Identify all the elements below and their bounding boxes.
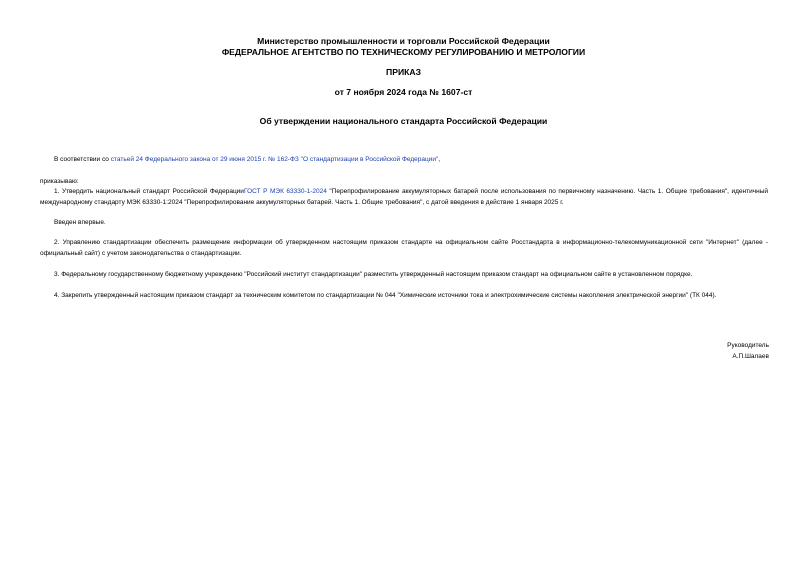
document-title: Об утверждении национального стандарта Российской Федерации <box>259 116 548 126</box>
resolve-paragraph: приказываю: <box>40 178 79 185</box>
item-4-paragraph: 4. Закрепить утвержденный настоящим приказом стандарт за техническим комитетом по стандартизации № 044 "Химические источники тока и электрохимические системы накопления электрической энергии" (ТК 044). <box>54 292 717 299</box>
intro-paragraph <box>40 155 768 166</box>
document-date-number: от 7 ноября 2024 года № 1607-ст <box>334 87 473 97</box>
item-2-paragraph: 2. Управлению стандартизации обеспечить размещение информации об утвержденном настоящим приказом стандарте на официальном сайте Росстандарта в информационно-телекоммуникационной сети "Интернет" (далее - официальный сайт) с учетом законодательства о стандартизации. <box>40 239 768 257</box>
federal-law-link[interactable]: статьей 24 Федерального закона от 29 июня 2015 г. № 162-ФЗ "О стандартизации в Российской Федерации" <box>110 156 439 163</box>
signature-role: Руководитель <box>727 342 769 349</box>
item-1-suffix: "Перепрофилирование аккумуляторных батарей после использования по первичному назначению. Часть 1. Общие требования", идентичный международному стандарту МЭК 63330-1:2024 "Перепрофилирование аккумуляторных батарей. Часть 1. Общие требования", с датой введения в действие 1 января 2025 г. <box>40 188 768 206</box>
intro-suffix: , <box>438 156 441 163</box>
signature-name: А.П.Шалаев <box>732 353 769 360</box>
ministry-name: Министерство промышленности и торговли Российской Федерации <box>257 36 550 46</box>
introduced-note: Введен впервые. <box>54 219 106 226</box>
item-3-paragraph: 3. Федеральному государственному бюджетному учреждению "Российский институт стандартизации" разместить утвержденный настоящим приказом стандарт на официальном сайте в установленном порядке. <box>54 271 693 278</box>
gost-standard-link[interactable]: ГОСТ Р МЭК 63330-1-2024 <box>243 188 327 195</box>
agency-name: ФЕДЕРАЛЬНОЕ АГЕНТСТВО ПО ТЕХНИЧЕСКОМУ РЕГУЛИРОВАНИЮ И МЕТРОЛОГИИ <box>221 47 586 57</box>
intro-prefix: В соответствии со <box>54 156 111 163</box>
item-1-paragraph <box>40 187 768 208</box>
document-type: ПРИКАЗ <box>386 67 421 77</box>
item-1-prefix: 1. Утвердить национальный стандарт Российской Федерации <box>54 188 244 195</box>
